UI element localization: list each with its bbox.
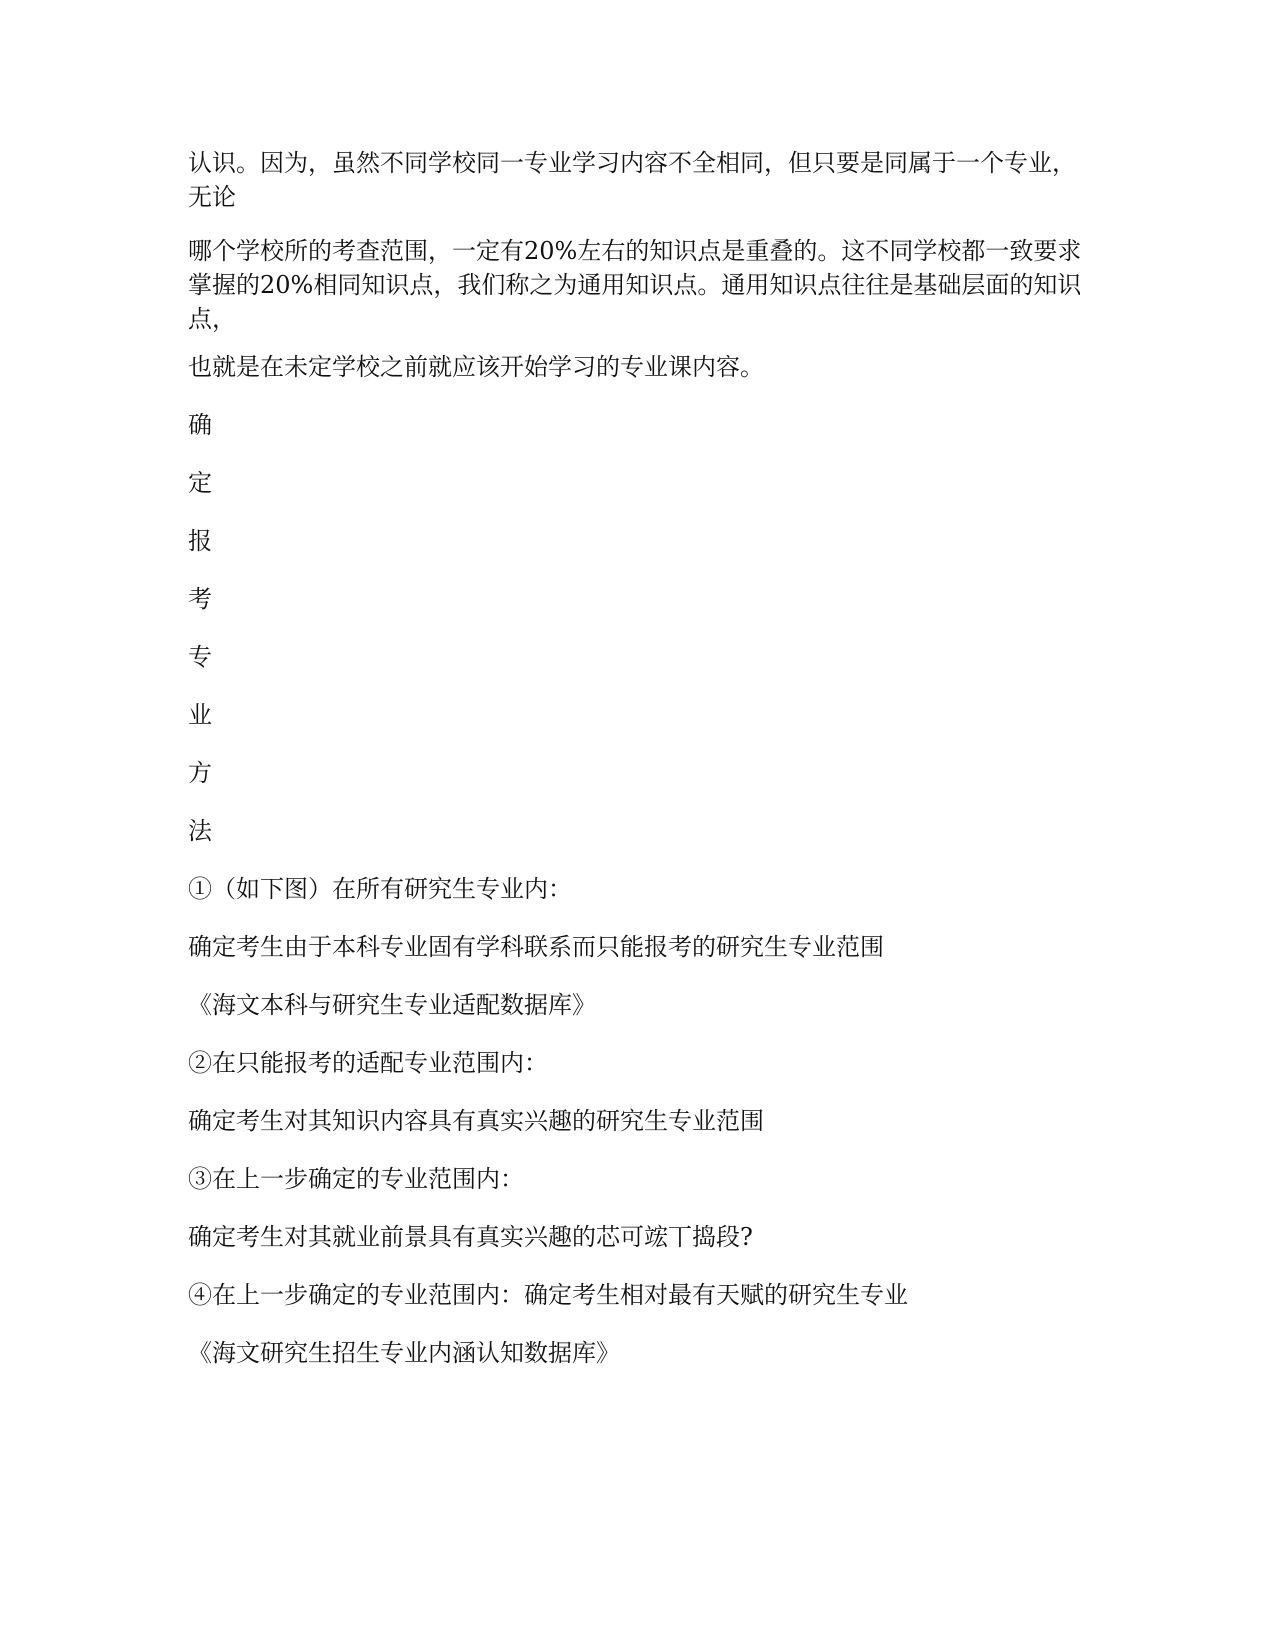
step-2-detail: 确定考生对其知识内容具有真实兴趣的研究生专业范围	[188, 1107, 764, 1135]
heading-char-2: 定	[188, 469, 212, 497]
heading-char-6: 业	[188, 701, 212, 729]
paragraph-1: 认识。因为，虽然不同学校同一专业学习内容不全相同，但只要是同属于一个专业，无论	[188, 149, 1076, 211]
step-2-intro: ②在只能报考的适配专业范围内：	[188, 1049, 548, 1077]
step-3-detail: 确定考生对其就业前景具有真实兴趣的芯可竤丅捣段?	[188, 1223, 753, 1251]
heading-char-8: 法	[188, 817, 212, 845]
heading-char-4: 考	[188, 585, 212, 613]
step-1-intro: ①（如下图）在所有研究生专业内：	[188, 875, 572, 903]
heading-char-3: 报	[188, 527, 212, 555]
heading-char-7: 方	[188, 759, 212, 787]
paragraph-2: 哪个学校所的考查范围，一定有20%左右的知识点是重叠的。这不同学校都一致要求掌握的20%相同知识点，我们称之为通用知识点。通用知识点往往是基础层面的知识点，	[188, 237, 1082, 333]
paragraph-3: 也就是在未定学校之前就应该开始学习的专业课内容。	[188, 353, 764, 381]
step-4-database: 《海文研究生招生专业内涵认知数据库》	[188, 1339, 620, 1367]
step-4-line: ④在上一步确定的专业范围内：确定考生相对最有天赋的研究生专业	[188, 1281, 908, 1309]
heading-char-5: 专	[188, 643, 212, 671]
step-1-database: 《海文本科与研究生专业适配数据库》	[188, 991, 596, 1019]
step-3-intro: ③在上一步确定的专业范围内：	[188, 1165, 524, 1193]
step-1-detail: 确定考生由于本科专业固有学科联系而只能报考的研究生专业范围	[188, 933, 884, 961]
heading-char-1: 确	[188, 411, 212, 439]
